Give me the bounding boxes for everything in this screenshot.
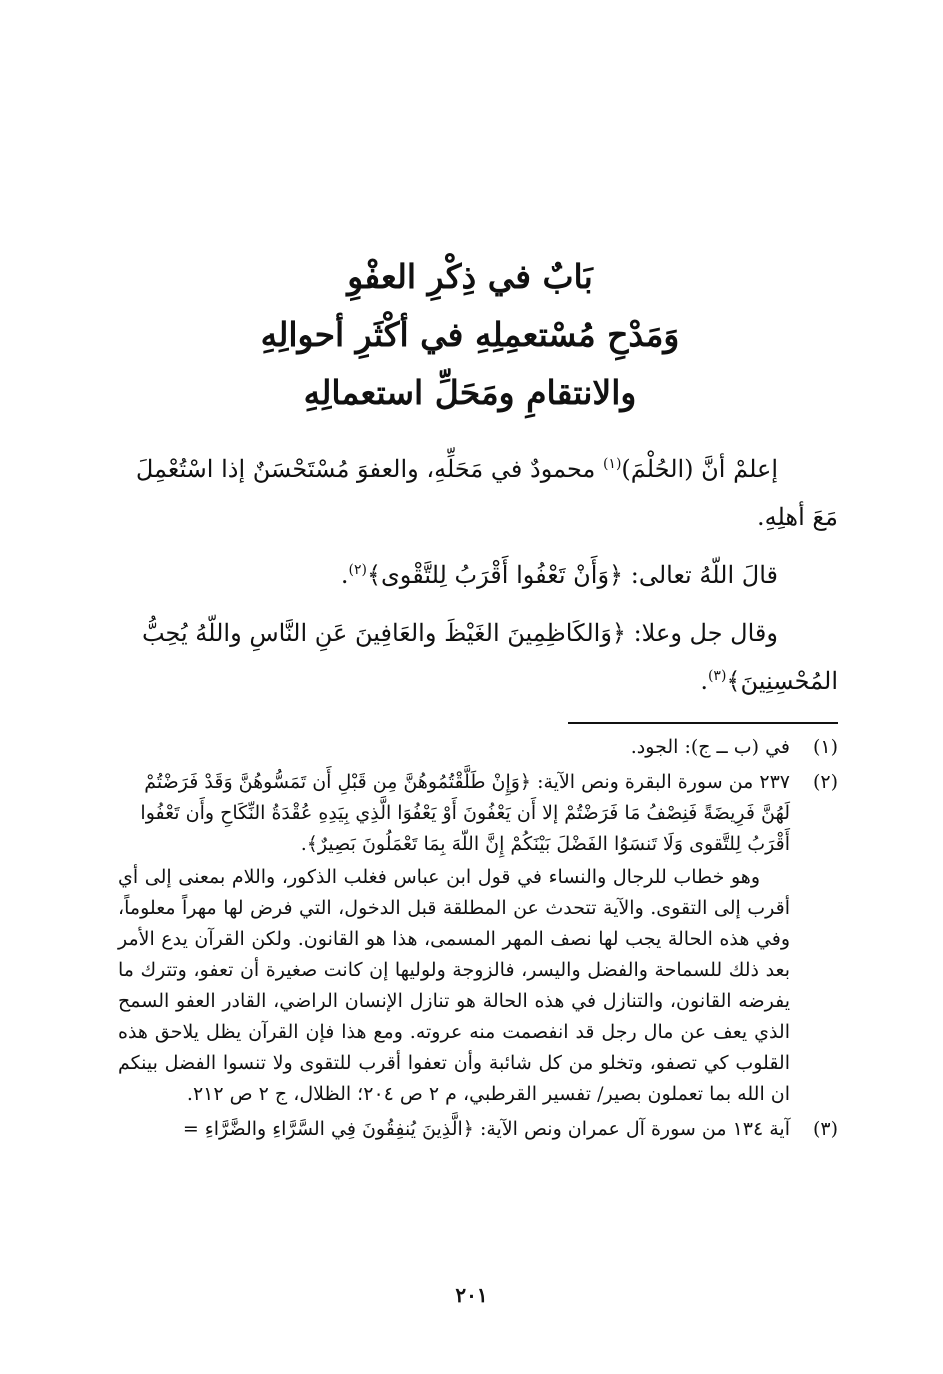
footnote-2-number: (٢) <box>812 771 838 793</box>
paragraph-2-start: قالَ اللّهُ تعالى: ﴿وَأَنْ تَعْفُوا أَقْرَبُ لِلتَّقْوى﴾ <box>366 561 778 589</box>
chapter-title <box>150 248 790 422</box>
paragraph-2-end: . <box>340 561 349 589</box>
footnote-3 <box>118 1114 838 1145</box>
paragraph-1-end: محمودٌ في مَحَلِّهِ، والعفوَ مُسْتَحْسَنٌ إذا اسْتُعْمِلَ مَعَ أهلِهِ. <box>135 455 838 531</box>
paragraph-3 <box>128 609 838 705</box>
title-line-1: بَابٌ في ذِكْرِ العفْوِ <box>347 257 593 296</box>
paragraph-2 <box>128 551 838 599</box>
footnote-3-text: آية ١٣٤ من سورة آل عمران ونص الآية: ﴿الَّذِينَ يُنفِقُونَ فِي السَّرَّاءِ والضَّرَّاءِ = <box>182 1118 790 1140</box>
footnote-2 <box>118 767 838 1110</box>
footnote-ref-2: (٢) <box>348 562 367 578</box>
footnote-1 <box>118 732 838 763</box>
paragraph-3-start: وقال جل وعلا: ﴿وَالكَاظِمِينَ الغَيْظَ والعَافِينَ عَنِ النَّاسِ واللّهُ يُحِبُّ المُحْسِنِينَ﴾ <box>141 619 838 695</box>
page-number: ٢٠١ <box>455 1283 488 1307</box>
paragraph-1-start: إعلمْ أنَّ (الحُلْمَ) <box>621 455 778 483</box>
footnote-2-text: ٢٣٧ من سورة البقرة ونص الآية: ﴿وَإِنْ طَلَّقْتُمُوهُنَّ مِن قَبْلِ أَن تَمَسُّوهُنَّ وَقَدْ فَرَضْتُمْ لَهُنَّ فَرِيضَةً فَنِصْفُ مَا فَرَضْتُمْ إلا أَن يَعْفُونَ أَوْ يَعْفُوَا الَّذِي بِيَدِهِ عُقْدَةُ النِّكَاحِ وأَن تَعْفُوا أَقْرَبُ لِلتَّقوى وَلَا تَنسَوُا الفَضْلَ بَيْنَكُمْ إِنَّ اللّهَ بِمَا تَعْمَلُونَ بَصِيرٌ﴾. <box>140 771 790 855</box>
paragraph-3-end: . <box>700 667 708 695</box>
footnote-3-number: (٣) <box>812 1118 838 1140</box>
title-line-2: وَمَدْحِ مُسْتعمِلِهِ في أكْثَرِ أحوالِهِ <box>260 315 680 354</box>
paragraph-1 <box>128 445 838 541</box>
footnote-ref-1: (١) <box>602 456 622 472</box>
footnotes <box>118 732 838 1149</box>
footnote-1-text: في (ب ــ ج): الجود. <box>630 736 790 758</box>
main-text <box>128 445 838 715</box>
footnote-separator <box>568 722 838 724</box>
footnote-ref-3: (٣) <box>707 668 727 684</box>
footnote-1-number: (١) <box>812 736 838 758</box>
footnote-2-commentary: وهو خطاب للرجال والنساء في قول ابن عباس فغلب الذكور، واللام بمعنى إلى أي أقرب إلى التقوى. والآية تتحدث عن المطلقة قبل الدخول، التي فرض لها مهراً معلوماً، وفي هذه الحالة يجب لها نصف المهر المسمى، هذا هو القانون. ولكن القرآن يدع الأمر بعد ذلك للسماحة والفضل واليسر، فالزوجة ولوليها إن كانت صغيرة أن تعفو، وتترك ما يفرضه القانون، والتنازل في هذه الحالة هو تنازل الإنسان الراضي، القادر العفو السمح الذي يعف عن مال رجل قد انفصمت منه عروته. ومع هذا فإن القرآن يظل يلاحق هذه القلوب كي تصفو، وتخلو من كل شائبة وأن تعفوا أقرب للتقوى ولا تنسوا الفضل بينكم ان الله بما تعملون بصير/ تفسير القرطبي، م ٢ ص ٢٠٤؛ الظلال، ج ٢ ص ٢١٢. <box>118 866 790 1105</box>
title-line-3: والانتقامِ ومَحَلِّ استعمالِهِ <box>303 373 637 412</box>
